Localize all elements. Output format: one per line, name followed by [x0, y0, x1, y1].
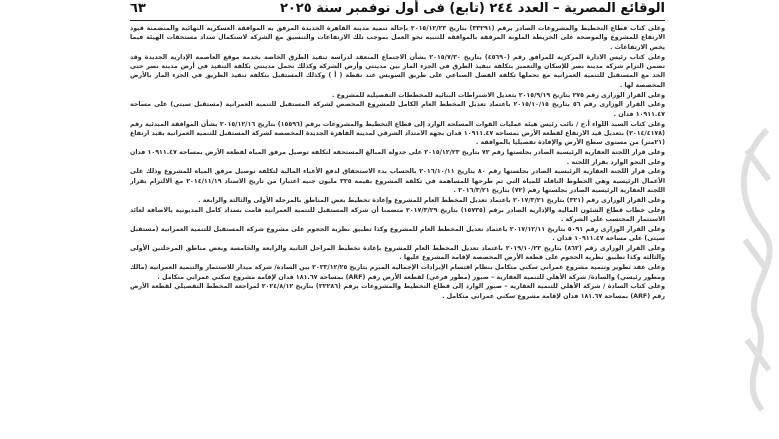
page-number: ٦٣	[130, 1, 146, 16]
paragraph: وعلى القرار الوزارى رقم ٥٦ بتاريخ ٢٠١٥/١٠/١٥ باعتماد تعديل المخطط العام الكامل للمشروع المخصص لشركة المستقبل للتنمية العمرانية (مستقبل سيتى) على مساحة ١٠٩١١.٤٧ فدان .	[130, 101, 665, 118]
paragraph: وعلى كتاب السادة / شركة الأهلي للتنمية العقارية – صبور الوارد إلى قطاع التخطيط والمشروعات برقم (٢٢٢٨٦) بتاريخ ٢٠٢٤/٨/١٢ لمراجعة المخطط التفصيلي لقطعة الأرض رقم (ARF) بمساحة ١٨١.٦٧ فدان لإقامة مشروع سكني عمراني متكامل .	[130, 283, 665, 300]
header-divider	[130, 20, 665, 21]
paragraph: وعلى قرار اللجنة العقارية الرئيسية الصادر بجلستها رقم ٨٠ بتاريخ ٢٠١٦/١٠/١١ بالحساب بدء الاستحقاق لدفع الأعباء المالية لتكلفة توصيل مرفق المياه للمشروع وذلك على الأعمال الرئيسية وهي الخطوط الناقلة للمياه التي تم طرحها للمساهمة في تكلفة المشروع بقيمة ٣٢٥ مليون جنيه اعتبارا من تاريخ الاسناد ٢٠١٤/١١/١٩ مع الالتزام بقرار اللجنة العقارية الرئيسية الصادر بجلستها رقم (٧٢) بتاريخ ٢٠١٦/٣/٢١ .	[130, 168, 665, 195]
paragraph: وعلى كتاب السيد اللواء أ.ح / نائب رئيس هيئة عمليات القوات المسلحة الوارد إلى قطاع التخطيط والمشروعات برقم (١٥٥٩٦) بتاريخ ٢٠١٥/١٢/١٦ بشأن الموافقة المبدئية رقم (٢٠١٤/٤١٧٨) بتعديل قيد الارتفاع لقطعة الأرض بمساحة ١٠٩١١.٤٧ فدان بجهة الامتداد الشرقي لمدينة القاهرة الجديدة المخصصة لشركة المستقبل للتنمية العمرانية بقيد ارتفاع (٢١متر) من مستوى سطح الأرض والإفادة تفصيليا بالموافقة .	[130, 120, 665, 147]
document-body	[130, 24, 665, 434]
paragraph: وعلى القرار الوزارى رقم ٥٠٩١ بتاريخ ٢٠١٧/١٢/١١ باعتماد تعديل المخطط العام للمشروع وكذا تطبيق نظرية الحجوم على مشروع شركة المستقبل للتنمية العمرانية (مستقبل سيتى) على مساحة ١٠٩١١.٤٧ فدان .	[130, 225, 665, 243]
paragraph: وعلى القرار الوزارى رقم ٢٧٥ بتاريخ ٢٠١٥/٩/١٩ بتعديل الاشتراطات البنائية للمخططات التفصيلية للمشروع .	[332, 91, 665, 99]
paragraph: وعلى القرار الوزارى رقم (٨٦٢) بتاريخ ٢٠١٩/١٠/٢٣ باعتماد تعديل المخطط العام للمشروع بإعادة تخطيط المراحل الثانية والرابعة والخامسة وبعض مناطق المرحلتين الأولى والثالثة وكذا تطبيق نظرية الحجوم على قطعة الأرض المخصصة لإقامة المشروع عليها .	[130, 245, 665, 262]
paragraph: وعلى كتاب رئيس الادارة المركزية للمرافق رقم (٤٥٦٩٠) بتاريخ ٢٠١٥/٧/٣٠ بشأن الاجتماع المنعقد لدراسة تنفيذ الطرق الخاصة بخدمة موقع العاصمة الإدارية الجديدة وقد تضمن التزام شركة مدينة نصر للإسكان والتعمير بتكلفة تنفيذ الطرق في الجزء المار بين مدينتي وأرض الشركة وكذلك تحمل مدينتي تكلفة التنفيذ في أرض مدينة نصر حتى الحد مع المستقبل للتنمية العمرانية مع تحملها تكلفة الفصل الصناعي على طريق السويس عند نقطة ( أ ) وكذلك المستقبل بتكلفة تنفيذ الطريق في الجزء المار بالأرض المخصصة لها .	[130, 53, 665, 89]
gazette-title: الوقائع المصرية – العدد ٢٤٤ (تابع) فى أول نوفمبر سنة ٢٠٢٥	[279, 1, 665, 16]
watermark-stamp	[717, 120, 777, 420]
paragraph: وعلى عقد تطوير وتنمية مشروع عمراني سكني متكامل بنظام اقتسام الإيرادات الإجمالية المبرم بتاريخ ٢٠٢٣/١٢/٢٥ بين السادة/ شركة ميدار للاستثمار والتنمية العمرانية (مالك ومطور رئيسي) والسادة/ شركة الأهلي للتنمية العقارية – صبور (مطور فرعي) لقطعة الأرض رقم (ARF) بمساحة ١٨١.٦٧ فدان لإقامة مشروع سكني عمراني متكامل .	[130, 264, 665, 281]
paragraph: وعلى قرار اللجنة العقارية الرئيسية الصادر بجلستها رقم ٧٢ بتاريخ ٢٠١٥/١٢/٢٣ على جدولة المبالغ المستحقة لتكلفة توصيل مرفق المياه لقطعة الأرض بمساحة ١٠٩١١.٤٧ فدان وعلى النحو الوارد بقرار اللجنة .	[130, 149, 665, 166]
page-header	[130, 0, 665, 20]
paragraph: وعلى كتاب قطاع التخطيط والمشروعات الصادر برقم (٣٣٢٩١) بتاريخ ٢٠١٥/١٢/٢٣ بإحالة تنمية مدينة القاهرة الجديدة المرفق به الموافقة العسكرية النهائية والمتضمنة قيود الارتفاع للمشروع والموضحة على الخريطة الملونة المرفقة بالموافقة للتنبيه نحو العمل بموجب تلك الارتفاعات والتنسيق مع الشركة لاستكمال سداد مستحقات الهيئة فيما يخص الارتفاعات .	[130, 25, 665, 51]
paragraph: وعلى خطاب قطاع الشئون المالية والإدارية الصادر برقم (١٥٧٣٥) بتاريخ ٢٠١٧/٣/٢٩ متضمنا أن شركة المستقبل للتنمية العمرانية قامت بسداد كامل المديونية بالاضافة لعائد الاستثمار المحتسب على الشركة .	[130, 206, 665, 224]
paragraph: وعلى القرار الوزارى رقم (٣٢١) بتاريخ ٢٠١٧/٣/٢١ باعتماد تعديل المخطط العام للمشروع وإعادة تخطيط بعض المناطق بالمرحلة الأولى والثالثة والرابعة .	[198, 196, 665, 204]
